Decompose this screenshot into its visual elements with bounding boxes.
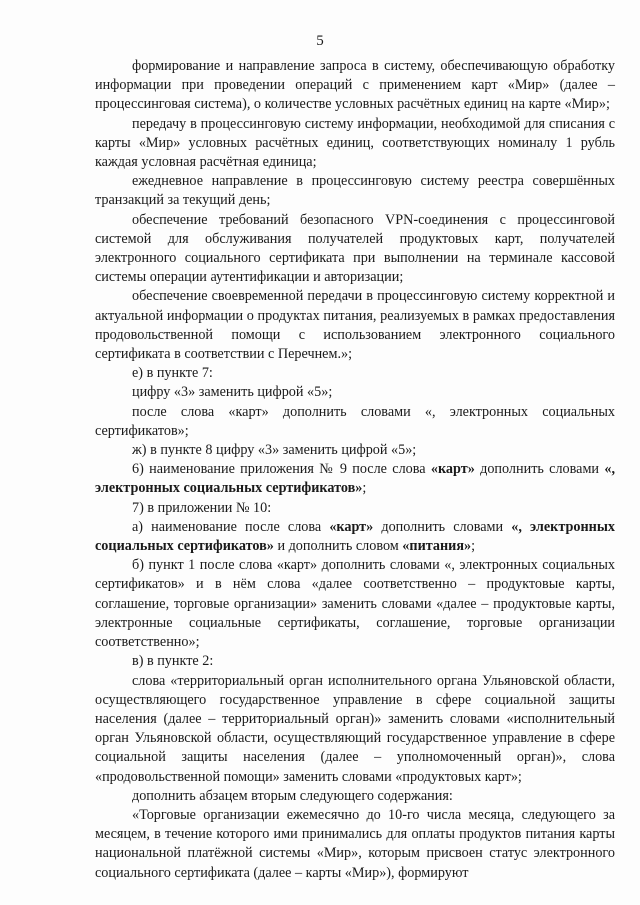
paragraph: [95, 383, 615, 402]
text-run: «Торговые организации ежемесячно до 10-го числа месяца, следующего за месяцем, в течение которого ими принимались для оплаты продуктов питания карты национальной платёжной системы «Мир», которым присвоен статус электронного социального сертификата (далее – карты «Мир»), формируют: [95, 806, 615, 881]
paragraph: [95, 211, 615, 288]
text-run: е) в пункте 7:: [132, 365, 213, 382]
paragraph: [95, 441, 615, 460]
text-run: дополнить словами: [373, 518, 512, 535]
paragraph: [95, 364, 615, 383]
text-run: ;: [471, 538, 476, 555]
text-run: и дополнить словом: [273, 538, 403, 555]
bold-text-run: «карт»: [329, 518, 374, 535]
paragraph: [95, 652, 615, 671]
bold-text-run: «карт»: [430, 461, 475, 478]
bold-text-run: «, электронных социальных сертификатов»: [95, 461, 615, 497]
paragraph: [95, 499, 615, 518]
text-run: 6) наименование приложения № 9 после слова: [132, 461, 431, 478]
text-run: ;: [362, 480, 367, 497]
text-run: дополнить абзацем вторым следующего содержания:: [132, 787, 453, 804]
paragraph: [95, 518, 615, 556]
paragraph: [95, 672, 615, 787]
paragraph: [95, 460, 615, 498]
paragraph: [95, 403, 615, 441]
text-run: обеспечение требований безопасного VPN-соединения с процессинговой системой для обслуживания получателей продуктовых карт, получателей электронного социального сертификата при выполнении на терминале кассовой системы операции аутентификации и авторизации;: [95, 211, 615, 286]
text-run: ежедневное направление в процессинговую систему реестра совершённых транзакций за текущий день;: [95, 173, 615, 209]
text-run: 7) в приложении № 10:: [132, 499, 272, 516]
paragraph: [95, 115, 615, 173]
text-run: а) наименование после слова: [132, 518, 330, 535]
text-run: после слова «карт» дополнить словами «, электронных социальных сертификатов»;: [95, 403, 615, 439]
text-run: ж) в пункте 8 цифру «3» заменить цифрой «5»;: [132, 442, 417, 459]
paragraph: [95, 556, 615, 652]
text-run: в) в пункте 2:: [132, 653, 214, 670]
text-run: дополнить словами: [474, 461, 605, 478]
text-run: передачу в процессинговую систему информации, необходимой для списания с карты «Мир» условных расчётных единиц, соответствующих номиналу 1 рубль каждая условная расчётная единица;: [95, 115, 615, 171]
page-number: 5: [316, 33, 324, 49]
text-run: цифру «3» заменить цифрой «5»;: [132, 384, 333, 401]
text-run: слова «территориальный орган исполнительного органа Ульяновской области, осуществляющего государственное управление в сфере социальной защиты населения (далее – территориальный орган)» заменить словами «исполнительный орган Ульяновской области, осуществляющий государственное управление в сфере социальной защиты населения (далее – уполномоченный орган)», слова «продовольственной помощи» заменить словами «продуктовых карт»;: [95, 672, 615, 785]
paragraph: [95, 287, 615, 364]
paragraph: [95, 806, 615, 883]
bold-text-run: «питания»: [402, 538, 472, 555]
document-body: [95, 57, 615, 883]
bold-text-run: «, электронных социальных сертификатов»: [95, 518, 615, 555]
paragraph: [95, 57, 615, 115]
paragraph: [95, 172, 615, 210]
text-run: б) пункт 1 после слова «карт» дополнить словами «, электронных социальных сертификатов» и в нём слова «далее соответственно – продуктовые карты, соглашение, торговые организации» заменить словами «далее – продуктовые карты, электронные социальные сертификаты, соглашение, торговые организации соответственно»;: [95, 557, 615, 651]
text-run: обеспечение своевременной передачи в процессинговую систему корректной и актуальной информации о продуктах питания, реализуемых в рамках предоставления продовольственной помощи с использованием электронного социального сертификата в соответствии с Перечнем.»;: [95, 288, 615, 363]
paragraph: [95, 787, 615, 806]
text-run: формирование и направление запроса в систему, обеспечивающую обработку информации при проведении операций с применением карт «Мир» (далее – процессинговая система), о количестве условных расчётных единиц на карте «Мир»;: [95, 58, 615, 113]
